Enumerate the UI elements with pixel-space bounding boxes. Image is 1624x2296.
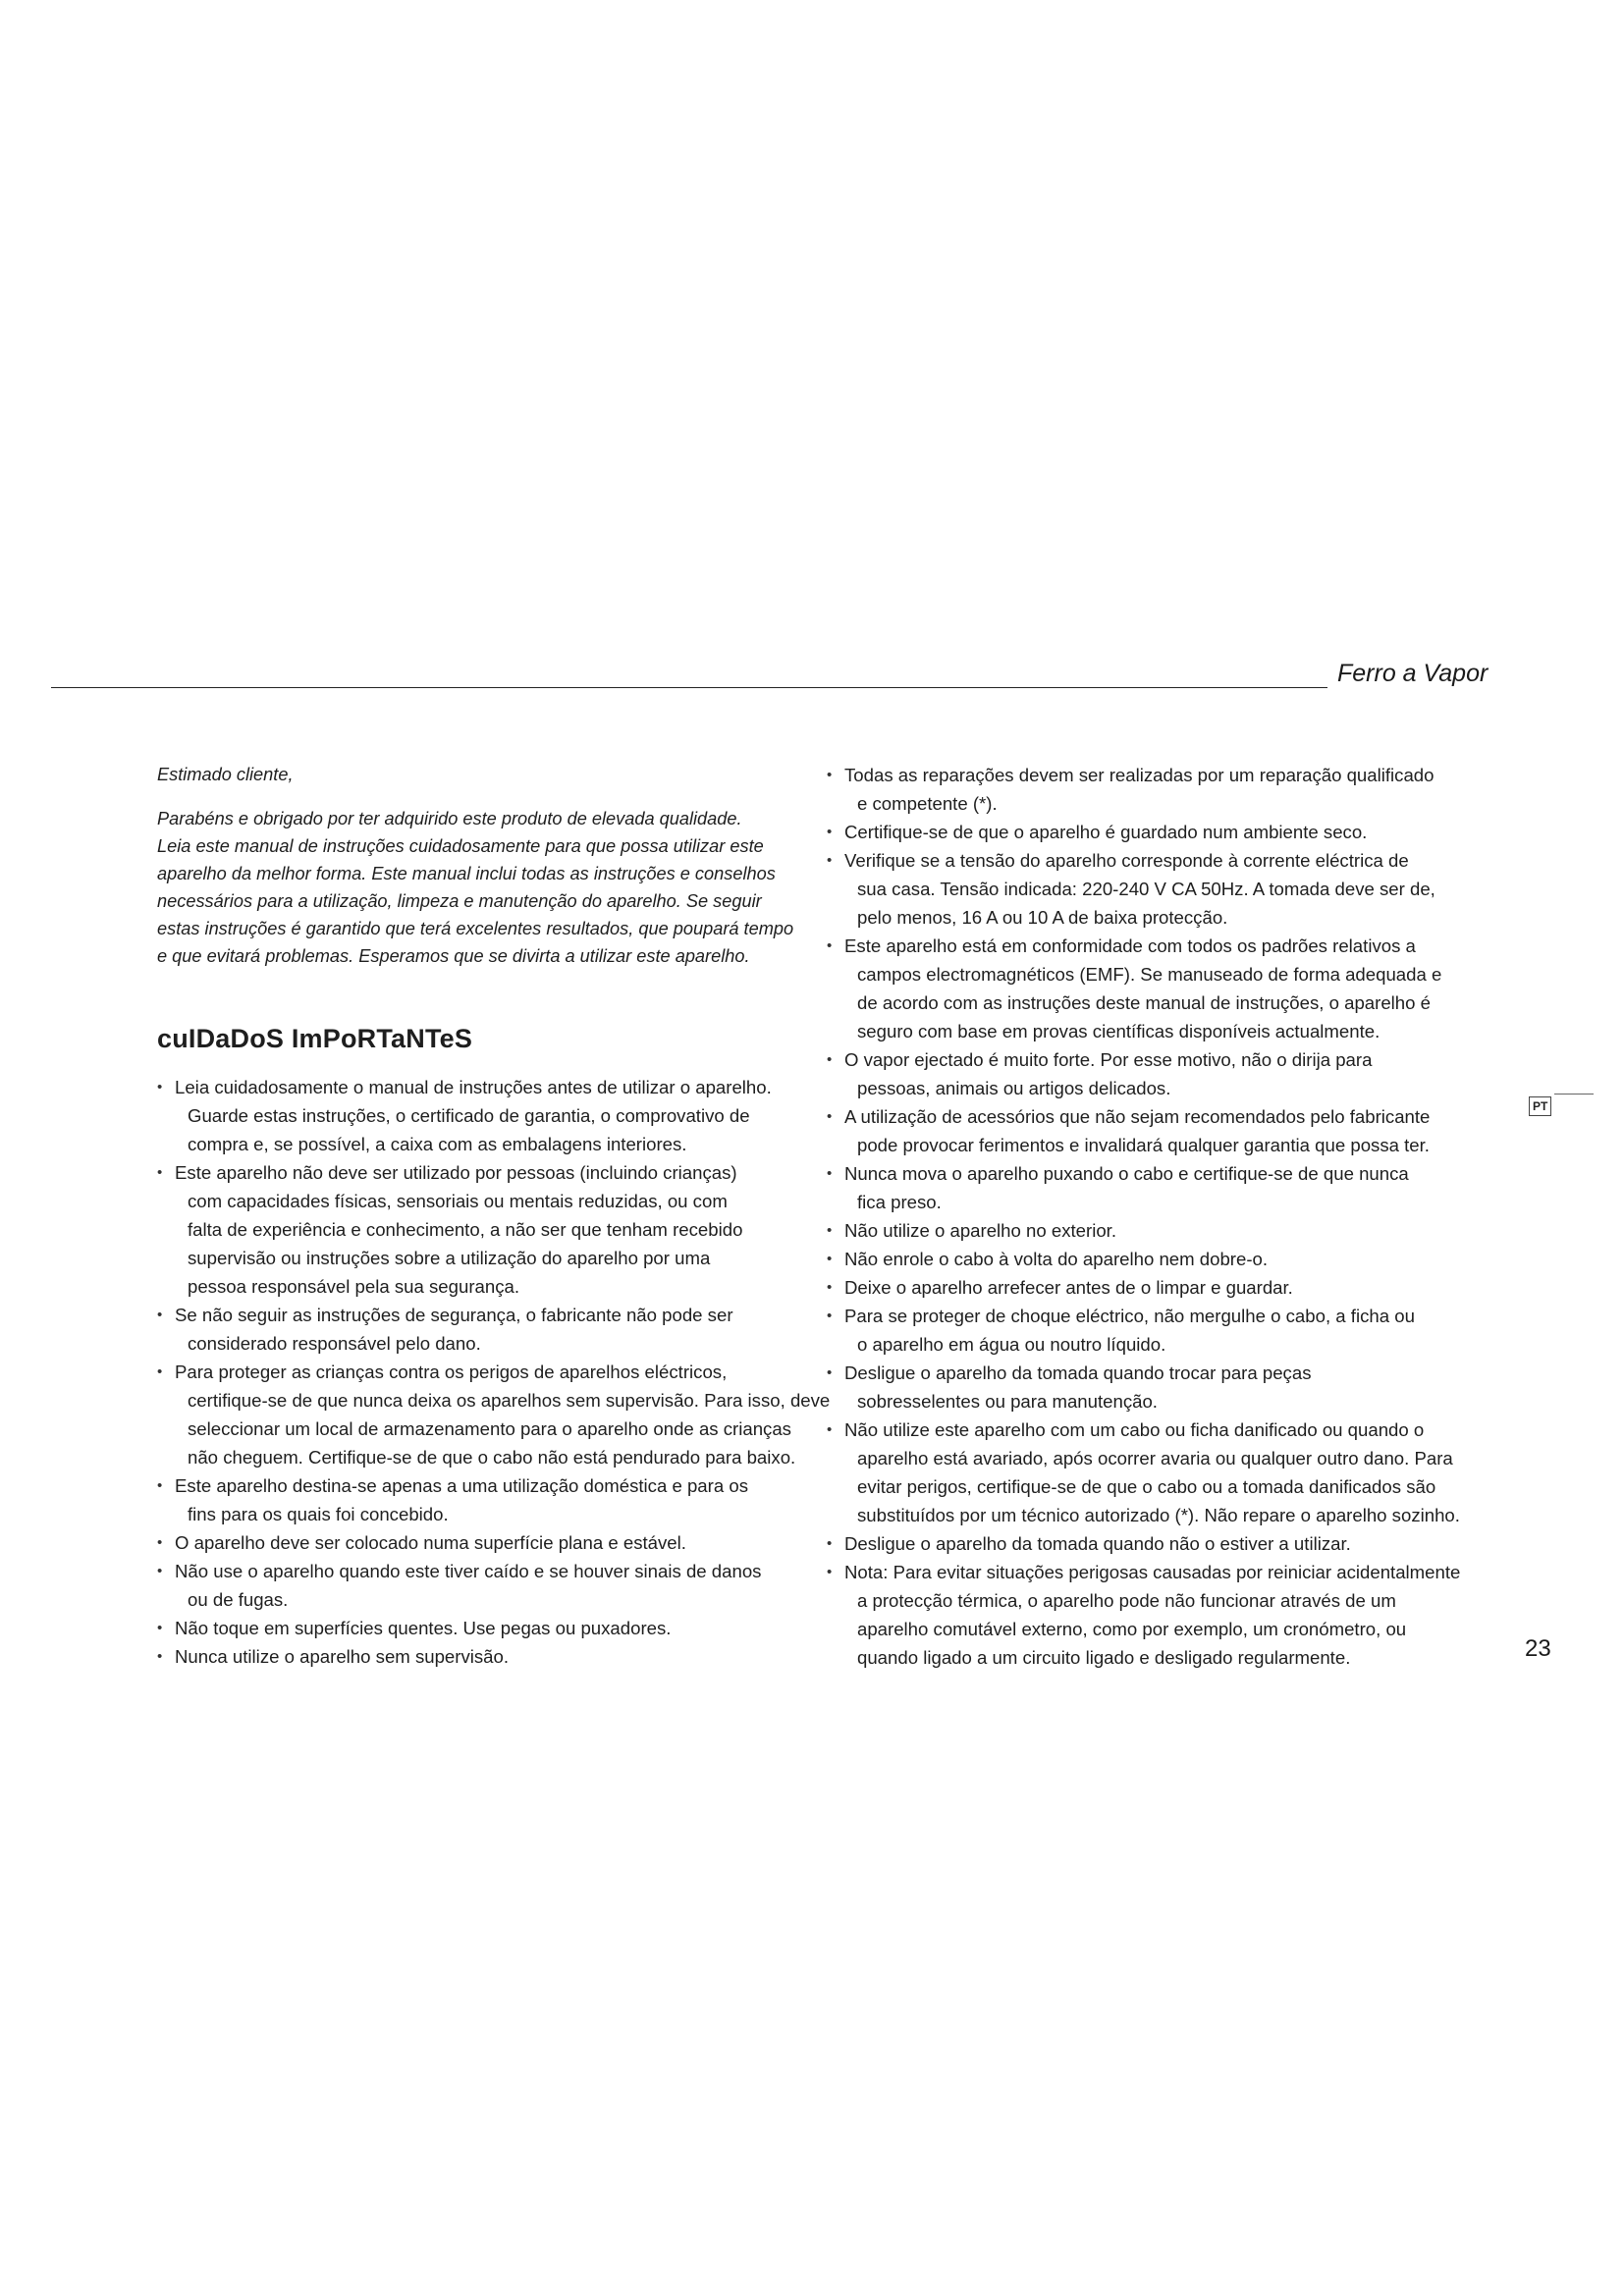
bullet-line: fica preso. bbox=[857, 1192, 942, 1212]
bullet-line: aparelho está avariado, após ocorrer avaria ou qualquer outro dano. Para bbox=[857, 1448, 1453, 1468]
bullet-item bbox=[827, 1359, 1514, 1415]
bullet-line: seleccionar um local de armazenamento para o aparelho onde as crianças bbox=[188, 1418, 791, 1439]
bullet-line: substituídos por um técnico autorizado (*). Não repare o aparelho sozinho. bbox=[857, 1505, 1460, 1525]
intro-line: e que evitará problemas. Esperamos que se divirta a utilizar este aparelho. bbox=[157, 946, 750, 966]
bullet-line: • Este aparelho não deve ser utilizado por pessoas (incluindo crianças) bbox=[175, 1162, 737, 1183]
bullet-line: seguro com base em provas científicas disponíveis actualmente. bbox=[857, 1021, 1380, 1041]
bullet-line: de acordo com as instruções deste manual de instruções, o aparelho é bbox=[857, 992, 1431, 1013]
bullet-line: a protecção térmica, o aparelho pode não funcionar através de um bbox=[857, 1590, 1396, 1611]
bullet-item bbox=[827, 1415, 1514, 1529]
bullet-item bbox=[827, 1216, 1514, 1245]
bullet-line: e competente (*). bbox=[857, 793, 998, 814]
bullet-line: • Verifique se a tensão do aparelho corresponde à corrente eléctrica de bbox=[844, 850, 1409, 871]
bullet-line: • Leia cuidadosamente o manual de instruções antes de utilizar o aparelho. bbox=[175, 1077, 772, 1097]
right-column bbox=[827, 761, 1514, 1672]
bullet-item bbox=[827, 1529, 1514, 1558]
bullet-line: • Nunca mova o aparelho puxando o cabo e certifique-se de que nunca bbox=[844, 1163, 1409, 1184]
bullet-line: pelo menos, 16 A ou 10 A de baixa protecção. bbox=[857, 907, 1228, 928]
intro-line: aparelho da melhor forma. Este manual inclui todas as instruções e conselhos bbox=[157, 864, 776, 883]
language-tab-rule bbox=[1554, 1094, 1594, 1095]
bullet-line: compra e, se possível, a caixa com as embalagens interiores. bbox=[188, 1134, 687, 1154]
bullet-line: certifique-se de que nunca deixa os aparelhos sem supervisão. Para isso, deve bbox=[188, 1390, 831, 1411]
bullet-item bbox=[827, 1273, 1514, 1302]
bullet-item bbox=[157, 1557, 835, 1614]
bullet-line: evitar perigos, certifique-se de que o cabo ou a tomada danificados são bbox=[857, 1476, 1436, 1497]
bullet-line: • Certifique-se de que o aparelho é guardado num ambiente seco. bbox=[844, 822, 1368, 842]
bullet-line: pessoa responsável pela sua segurança. bbox=[188, 1276, 520, 1297]
bullet-item bbox=[827, 1558, 1514, 1672]
bullet-item bbox=[157, 1358, 835, 1471]
bullet-line: campos electromagnéticos (EMF). Se manuseado de forma adequada e bbox=[857, 964, 1442, 985]
bullet-item bbox=[827, 846, 1514, 932]
bullet-line: • Nunca utilize o aparelho sem supervisão. bbox=[175, 1646, 510, 1667]
bullet-line: • Todas as reparações devem ser realizadas por um reparação qualificado bbox=[844, 765, 1435, 785]
bullet-line: considerado responsável pelo dano. bbox=[188, 1333, 481, 1354]
bullet-line: aparelho comutável externo, como por exemplo, um cronómetro, ou bbox=[857, 1619, 1407, 1639]
bullet-line: • Deixe o aparelho arrefecer antes de o limpar e guardar. bbox=[844, 1277, 1293, 1298]
bullet-line: Guarde estas instruções, o certificado de garantia, o comprovativo de bbox=[188, 1105, 750, 1126]
bullet-item bbox=[827, 818, 1514, 846]
bullet-line: o aparelho em água ou noutro líquido. bbox=[857, 1334, 1166, 1355]
greeting: Estimado cliente, bbox=[157, 765, 294, 784]
bullet-item bbox=[157, 1073, 835, 1158]
bullet-item bbox=[157, 1642, 835, 1671]
bullet-line: • O aparelho deve ser colocado numa superfície plana e estável. bbox=[175, 1532, 686, 1553]
header-rule bbox=[51, 687, 1327, 688]
bullet-item bbox=[157, 1471, 835, 1528]
bullet-line: pessoas, animais ou artigos delicados. bbox=[857, 1078, 1171, 1098]
bullet-item bbox=[157, 1614, 835, 1642]
bullet-line: • Para se proteger de choque eléctrico, não mergulhe o cabo, a ficha ou bbox=[844, 1306, 1415, 1326]
bullet-line: quando ligado a um circuito ligado e desligado regularmente. bbox=[857, 1647, 1351, 1668]
section-heading: cuIDaDoS ImPoRTaNTeS bbox=[157, 1024, 473, 1053]
bullet-line: sua casa. Tensão indicada: 220-240 V CA 50Hz. A tomada deve ser de, bbox=[857, 879, 1435, 899]
bullet-line: • Não enrole o cabo à volta do aparelho nem dobre-o. bbox=[844, 1249, 1269, 1269]
page-number: 23 bbox=[1525, 1635, 1551, 1662]
page-header-title: Ferro a Vapor bbox=[1337, 660, 1489, 687]
bullet-line: • Este aparelho está em conformidade com todos os padrões relativos a bbox=[844, 935, 1416, 956]
bullet-item bbox=[827, 1102, 1514, 1159]
bullet-line: não cheguem. Certifique-se de que o cabo não está pendurado para baixo. bbox=[188, 1447, 796, 1468]
bullet-line: • Não toque em superfícies quentes. Use pegas ou puxadores. bbox=[175, 1618, 672, 1638]
bullet-line: ou de fugas. bbox=[188, 1589, 289, 1610]
bullet-line: falta de experiência e conhecimento, a não ser que tenham recebido bbox=[188, 1219, 743, 1240]
bullet-line: • Desligue o aparelho da tomada quando trocar para peças bbox=[844, 1362, 1312, 1383]
intro-line: necessários para a utilização, limpeza e manutenção do aparelho. Se seguir bbox=[157, 891, 762, 911]
left-column bbox=[157, 761, 835, 1671]
bullet-line: fins para os quais foi concebido. bbox=[188, 1504, 449, 1524]
bullet-line: • Se não seguir as instruções de segurança, o fabricante não pode ser bbox=[175, 1305, 733, 1325]
bullet-item bbox=[157, 1158, 835, 1301]
bullet-item bbox=[827, 1302, 1514, 1359]
bullet-line: • Não utilize o aparelho no exterior. bbox=[844, 1220, 1117, 1241]
bullet-line: com capacidades físicas, sensoriais ou mentais reduzidas, ou com bbox=[188, 1191, 728, 1211]
bullet-line: • O vapor ejectado é muito forte. Por esse motivo, não o dirija para bbox=[844, 1049, 1373, 1070]
bullet-item bbox=[827, 761, 1514, 818]
right-bullet-list bbox=[827, 761, 1514, 1672]
intro-line: Parabéns e obrigado por ter adquirido este produto de elevada qualidade. bbox=[157, 809, 742, 828]
left-bullet-list bbox=[157, 1073, 835, 1671]
bullet-line: • Desligue o aparelho da tomada quando não o estiver a utilizar. bbox=[844, 1533, 1351, 1554]
bullet-line: • A utilização de acessórios que não sejam recomendados pelo fabricante bbox=[844, 1106, 1431, 1127]
bullet-line: pode provocar ferimentos e invalidará qualquer garantia que possa ter. bbox=[857, 1135, 1430, 1155]
bullet-line: • Este aparelho destina-se apenas a uma utilização doméstica e para os bbox=[175, 1475, 748, 1496]
bullet-line: • Não use o aparelho quando este tiver caído e se houver sinais de danos bbox=[175, 1561, 762, 1581]
bullet-line: supervisão ou instruções sobre a utilização do aparelho por uma bbox=[188, 1248, 711, 1268]
language-tab: PT bbox=[1529, 1096, 1551, 1116]
bullet-item bbox=[827, 932, 1514, 1045]
bullet-line: • Não utilize este aparelho com um cabo ou ficha danificado ou quando o bbox=[844, 1419, 1425, 1440]
intro-line: estas instruções é garantido que terá excelentes resultados, que poupará tempo bbox=[157, 919, 794, 938]
bullet-item bbox=[827, 1045, 1514, 1102]
bullet-item bbox=[827, 1159, 1514, 1216]
bullet-item bbox=[157, 1528, 835, 1557]
intro-line: Leia este manual de instruções cuidadosamente para que possa utilizar este bbox=[157, 836, 764, 856]
bullet-item bbox=[827, 1245, 1514, 1273]
bullet-line: • Nota: Para evitar situações perigosas causadas por reiniciar acidentalmente bbox=[844, 1562, 1461, 1582]
bullet-line: • Para proteger as crianças contra os perigos de aparelhos eléctricos, bbox=[175, 1362, 728, 1382]
intro-block bbox=[157, 761, 835, 970]
bullet-line: sobresselentes ou para manutenção. bbox=[857, 1391, 1158, 1412]
bullet-item bbox=[157, 1301, 835, 1358]
